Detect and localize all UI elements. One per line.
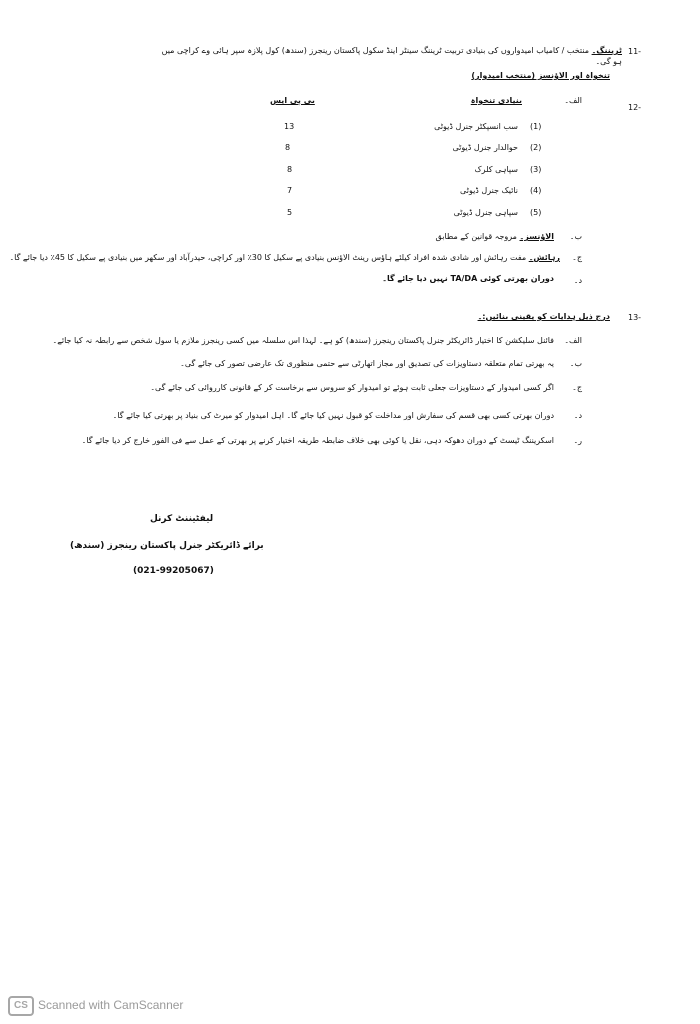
row-number: (1) [530,122,542,131]
section-12-b-line [436,231,554,242]
residence-text: مفت رہائش اور شادی شدہ افراد کیلئے ہاؤس رینٹ الاؤنس بنیادی پے سکیل کا 30٪ اور کراچی، حیدرآباد اور سکھر میں بنیادی پے سکیل کا 45٪ دیا جائے گا۔ [9,253,527,262]
list-item: یہ بھرتی تمام متعلقہ دستاویزات کی تصدیق اور مجاز اتھارٹی سے حتمی منظوری تک عارضی تصور کی جائے گی۔ [180,359,554,368]
row-label: حوالدار جنرل ڈیوٹی [452,143,518,152]
list-item-marker: ج۔ [572,383,582,392]
signature-for: برائے ڈائریکٹر جنرل پاکستان رینجرز (سندھ) [70,541,264,551]
list-item: اسکریننگ ٹیسٹ کے دوران دھوکہ دہی، نقل یا کوئی بھی خلاف ضابطہ طریقہ اختیار کرنے پر بھرتی کے عمل سے فی الفور خارج کر دیا جائے گا۔ [81,436,554,445]
section-12-j-marker: ج۔ [572,253,582,262]
section-12-heading: تنخواہ اور الاؤنسز (منتخب امیدوار) [471,71,610,80]
section-12-number: 12- [628,103,642,112]
section-13-number: 13- [628,313,642,322]
row-number: (4) [530,186,542,195]
residence-heading: رہائش۔ [528,253,560,262]
row-bps: 7 [287,186,293,195]
section-12-b-marker: ب۔ [569,232,582,241]
section-12-j-line [9,252,560,263]
row-bps: 8 [287,165,293,174]
section-11-paragraph [152,45,622,67]
signature-phone: (021-99205067) [133,566,214,576]
row-number: (2) [530,143,542,152]
allowances-heading: الاؤنسز۔ [519,232,554,241]
section-12-d-marker: د۔ [573,276,582,285]
row-number: (5) [530,208,542,217]
row-bps: 5 [287,208,293,217]
list-item-marker: الف۔ [564,336,582,345]
list-item: دوران بھرتی کسی بھی قسم کی سفارش اور مداخلت کو قبول نہیں کیا جائے گا۔ اہل امیدوار کو میرٹ کی بنیاد پر بھرتی کیا جائے گا۔ [112,411,554,420]
allowances-text: مروجہ قوانین کے مطابق [435,232,517,241]
camscanner-logo-icon: CS [8,996,34,1016]
list-item-marker: د۔ [573,411,582,420]
signature-rank: لیفٹیننٹ کرنل [150,514,214,524]
section-13-heading: درج ذیل ہدایات کو یقینی بنائیں:۔ [477,312,610,321]
row-bps: 8 [285,143,291,152]
list-item-marker: ر۔ [573,436,582,445]
section-11-text: منتخب / کامیاب امیدواروں کی بنیادی تربیت ٹریننگ سینٹر اینڈ سکول پاکستان رینجرز (سندھ) کول پلازہ سپر ہائی وے کراچی میں ہو گی۔ [161,46,622,66]
row-bps: 13 [284,122,295,131]
col-bps: بی پی ایس [270,96,315,105]
row-label: نائیک جنرل ڈیوٹی [460,186,518,195]
row-label: سپاہی کلرک [474,165,518,174]
row-number: (3) [530,165,542,174]
list-item: اگر کسی امیدوار کے دستاویزات جعلی ثابت ہوئے تو امیدوار کو سروس سے برخاست کر کے قانونی کارروائی کی جائے گی۔ [150,383,554,392]
section-12-d-text: دوران بھرتی کوئی TA/DA نہیں دیا جائے گا۔ [382,274,554,283]
col-basic-pay: بنیادی تنخواہ [470,96,522,105]
section-11-heading: ٹریننگ۔ [591,46,622,55]
row-label: سپاہی جنرل ڈیوٹی [453,208,518,217]
list-item: فائنل سلیکشن کا اختیار ڈائریکٹر جنرل پاکستان رینجرز (سندھ) کو ہے۔ لہذا اس سلسلہ میں کسی رینجرز ملازم یا سول شخص سے رابطہ نہ کیا جائے۔ [52,336,554,345]
row-label: سب انسپکٹر جنرل ڈیوٹی [434,122,518,131]
camscanner-watermark: Scanned with CamScanner [38,998,184,1012]
section-12-alif: الف۔ [564,96,582,105]
list-item-marker: ب۔ [569,359,582,368]
section-11-number: 11- [628,47,642,56]
